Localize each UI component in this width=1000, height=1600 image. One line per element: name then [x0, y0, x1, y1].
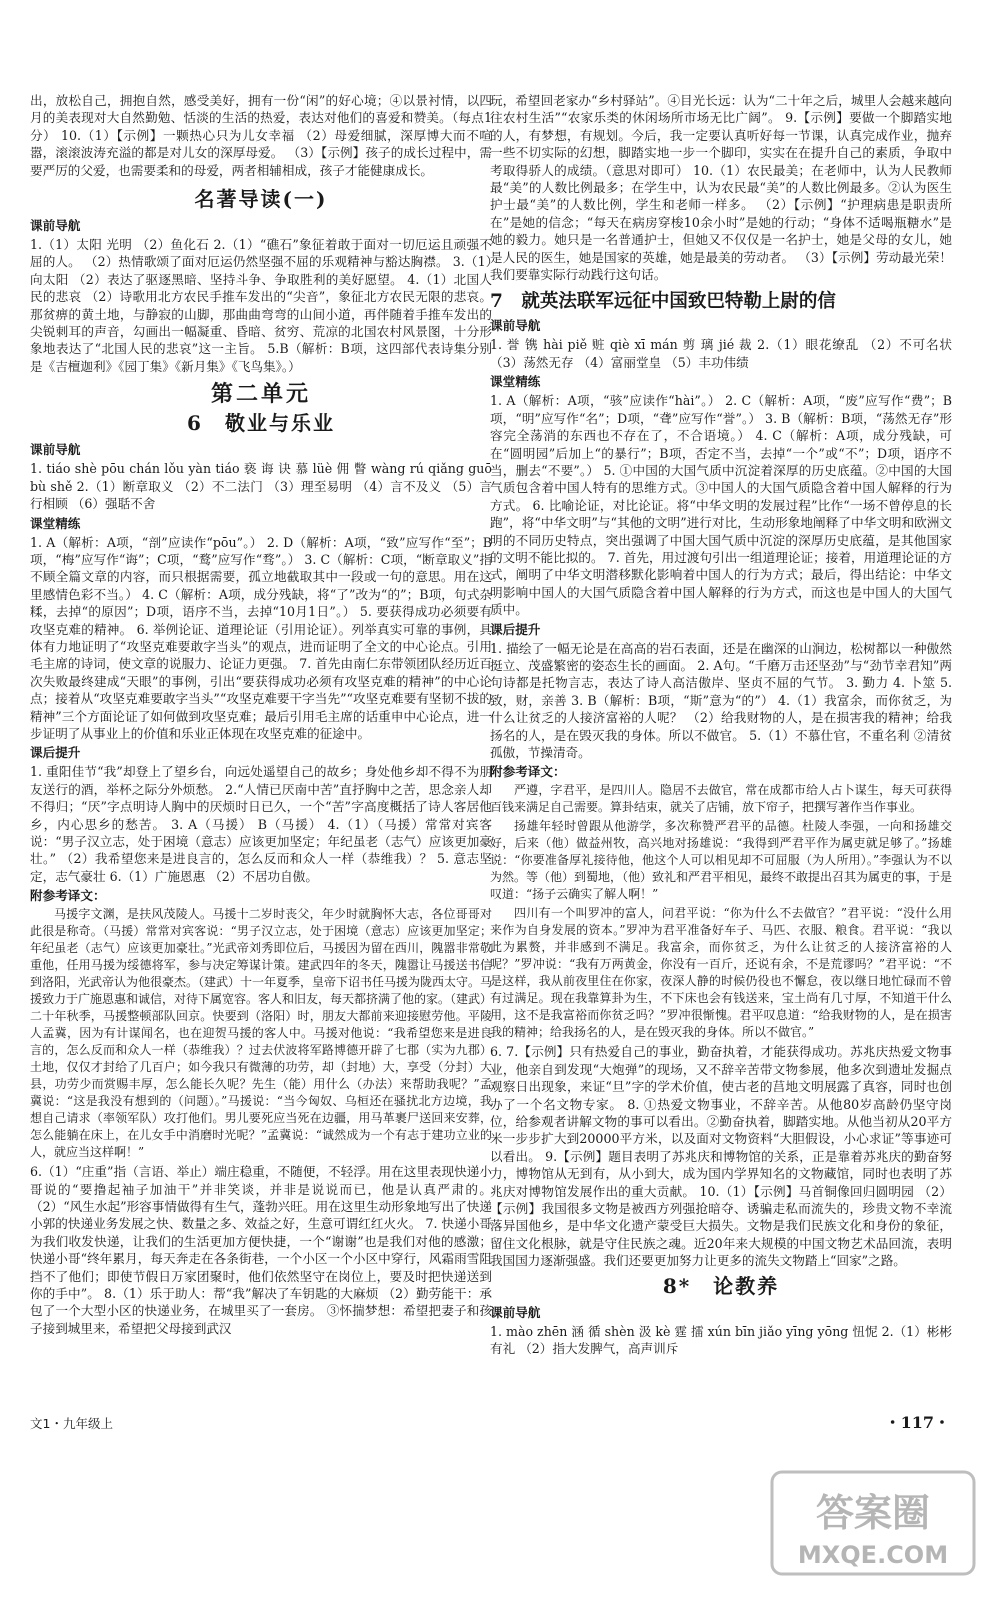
lesson6-more-answers: 6.（1）“庄重”指（言语、举止）端庄稳重，不随便，不轻浮。用在这里表现快递小哥说的“要撸起袖子加油干”并非笑谈，并非是说说而已，他是认真严肃的。 （2）“风生水起”形容事情做得有生气，蓬勃兴旺。用在这里生动形象地写出了快递小郭的快递业务发展之快、数量之多、效益之好，生意可谓红红火火。 7. 快递小哥为我们收发快递，让我们的生活更加方便快捷，一个“谢谢”也是我们对他的感激；快递小哥“终年累月，每天奔走在各条街巷，一个小区一个小区中穿行，风霜雨雪阻挡不了他们；即使节假日万家团聚时，他们依然坚守在岗位上，要及时把快递送到你的手中”。 8.（1）乐于助人：帮“我”解决了车钥匙的大麻烦 （2）勤劳能干：承包了一个大型小区的快递业务，在城里买了一套房。 ③怀揣梦想：希望把妻子和孩子接到城里来，希望把父母接到武汉 [30, 1164, 492, 1336]
lesson6-preview-answers: 1. tiáo shè pōu chán lǒu yàn tiáo 亵 诲 诀 慕 lüè 佣 瞥 wàng rú qiǎng guō bù shě 2.（1）断章取义 （2）不二法门 （3）理至易明 （4）言不及义 （5）言行相顾 （6）强聒不舍 [30, 461, 492, 512]
reference-translation-para-1: 严遵，字君平，是四川人。隐居不去做官，常在成都市给人占卜谋生，每天可获得百钱来满足自己需要。算卦结束，就关了店铺，放下帘子，把撰写著作当作事业。 [490, 783, 952, 815]
lesson7-more-answers: 6. 7.【示例】只有热爱自己的事业，勤奋执着，才能获得成功。苏兆庆热爱文物事业，他亲自到发现“大炮弹”的现场，又不辞辛苦带文物参展，他多次到遗址发掘点观察日出现象，来证“旦”字的学术价值，使古老的莒地文明展露了真容，同时也创办了一个名文物专家。 8. ①热爱文物事业，不辞辛苦。从他80岁高龄仍坚守岗位，给参观者讲解文物的事可以看出。②勤奋执着，脚踏实地。从他当初从20平方米一步步扩大到20000平方米，以及面对文物资料“大胆假设，小心求证”等事迹可以看出。 9.【示例】题目表明了苏兆庆和博物馆的关系，正是靠着苏兆庆的勤奋努力，博物馆从无到有，从小到大，成为国内学界知名的文物藏馆，同时也表明了苏兆庆对博物馆发展作出的重大贡献。 10.（1）【示例】马首铜像回归圆明园 （2）【示例】我国很多文物是被西方列强抢暗夺、诱骗走私而流失的，珍贵文物不幸流落异国他乡，是中华文化遗产蒙受巨大损失。文物是我们民族文化和身份的象征，留住文化根脉，就是守住民族之魂。近20年来大规模的中国文物艺术品回流，表明我国国力逐渐强盛。我们还要更加努力让更多的流失文物踏上“回家”之路。 [490, 1044, 952, 1269]
unit-heading: 第二单元 [210, 381, 311, 408]
lesson-heading-6: 6 敬业与乐业 [187, 411, 335, 436]
page-number: ・117・ [884, 1413, 950, 1432]
lesson7-after-class-answers: 1. 描绘了一幅无论是在高高的岩石表面，还是在幽深的山涧边，松树都以一种傲然挺立、茂盛繁密的姿态生长的画面。 2. A句。“千磨万击还坚劲”与“劲节幸君知”两句诗都是托物言志，表达了诗人高洁傲岸、坚贞不屈的气节。 3. 勤力 4. 卜筮 5. 致，财，亲善 3. B（解析：B项，“斯”意为“的”） 4.（1）我富余，而你贫乏，为什么让贫乏的人接济富裕的人呢？ （2）给我财物的人，是在损害我的精神；给我扬名的人，是在毁灭我的身体。所以不做官。 5.（1）不慕仕官，不重名利 ②清贫孤傲，节操清奇。 [490, 640, 952, 760]
section-heading-classics-reading: 名著导读(一) [194, 187, 328, 212]
subheading-after-class: 课后提升 [490, 621, 541, 637]
subheading-preview: 课前导航 [30, 442, 81, 458]
subheading-preview: 课前导航 [490, 318, 541, 334]
subheading-after-class: 课后提升 [30, 745, 81, 761]
subheading-classroom-practice: 课堂精练 [490, 374, 541, 390]
lesson7-preview-answers: 1. 誉 镌 hài piě 赃 qiè xī mán 剪 璃 jié 裁 2.（1）眼花缭乱 （2）不可名状 （3）荡然无存 （4）富丽堂皇 （5）丰功伟绩 [490, 337, 952, 370]
watermark-url: MXQE.COM [797, 1541, 949, 1569]
lesson-heading-8: 8* 论教养 [662, 1273, 780, 1298]
lesson6-practice-answers: 1. A（解析：A项，“剖”应读作“pōu”。） 2. D（解析：A项，“致”应写作“至”；B项，“梅”应写作“诲”；C项，“鹜”应写作“骛”。） 3. C（解析：C项，“断章取义”指不顾全篇文章的内容，而只根据需要，孤立地截取其中一段或一句的意思。用在这里感情色彩不当。） 4. C（解析：A项，成分残缺，将“了”改为“的”；B项，句式杂糅，去掉“的原因”；D项，语序不当，去掉“10月1日”。） 5. 要获得成功必须要有攻坚克难的精神。 6. 举例论证、道理论证（引用论证）。列举真实可靠的事例，具体有力地证明了“攻坚克难要敢字当头”的观点，进而证明了全文的中心论点。引用毛主席的诗词，使文章的说服力、论证力更强。 7. 首先由南仁东带领团队经历近百次失败最终建成“天眼”的事例，引出“要获得成功必须有攻坚克难的精神”的中心论点；接着从“攻坚克难要敢字当头”“攻坚克难要干字当先”“攻坚克难要有坚韧不拔的精神”三个方面论证了如何做到攻坚克难；最后引用毛主席的话重申中心论点，进一步证明了从事业上的价值和乐业正体现在攻坚克难的征途中。 [30, 534, 492, 741]
reference-translation-para-2: 扬雄年轻时曾跟从他游学，多次称赞严君平的品德。杜陵人李强，一向和扬雄交好，后来（他）做益州牧，高兴地对扬雄说：“我得到严君平作为属吏就足够了。”扬雄说：“你要准备厚礼接待他，他这个人可以相见却不可屈服（为人所用）。”李强认为不以为然。等（他）到蜀地，（他）致礼和严君平相见，最终不敢提出召其为属吏的事，于是叹道：“扬子云确实了解人啊！” [490, 819, 952, 902]
continued-answers: 出，放松自己，拥抱自然，感受美好，拥有一份“闲”的好心境；④以景衬情，以四月的美表现对大自然勤勉、恬淡的生活的热爱，表达对他们的喜爱和赞美。（每点1分） 10.（1）【示例】一颗热心只为儿女幸福 （2）母爱细腻，深厚博大而不喧嚣，滚滚波涛充溢的都是对儿女的深厚母爱。 （3）【示例】孩子的成长过程中，需要严厉的父爱，也需要柔和的母爱，两者相辅相成，孩子才能健康成长。 [30, 93, 492, 178]
lesson-heading-7: 7 就英法联军远征中国致巴特勒上尉的信 [490, 291, 836, 313]
continued-answers: 玩，希望回老家办“乡村驿站”。④目光长远：认为“二十年之后，城里人会越来越向往农村生活”“农家乐类的休闲场所市场无比广阔”。 9.【示例】要做一个脚踏实地的人，有梦想，有规划。今后，我一定要认真听好每一节课，认真完成作业，抛弃一些不切实际的幻想，脚踏实地一步一个脚印，实实在在提升自己的素质，争取中考取得骄人的成绩。（意思对即可） 10.（1）农民最美；在老师中，认为人民教师最“美”的人数比例最多；在学生中，认为农民最“美”的人数比例最多。②认为医生护士最“美”的人数比例，学生和老师一样多。 （2）【示例】“护理病患是职责所在”是她的信念；“每天在病房穿梭10余小时”是她的行动；“身体不适喝瓶糖水”是她的毅力。她只是一名普通护士，但她又不仅仅是一名护士，她是父母的女儿，她是人民的医生，她是国家的英雄，她是最美的劳动者。 （3）【示例】劳动最光荣！我们要靠实际行动践行这句话。 [490, 93, 952, 283]
left-column [30, 92, 492, 1408]
footer-book-label: 文1・九年级上 [30, 1416, 113, 1431]
subheading-reference-translation: 附参考译文： [30, 888, 106, 904]
watermark-brand: 答案圈 [815, 1491, 931, 1535]
classics-answers: 1.（1）太阳 光明 （2）鱼化石 2.（1）“礁石”象征着敢于面对一切厄运且顽强不屈的人。 （2）热情歌颂了面对厄运仍然坚强不屈的乐观精神与豁达胸襟。 3.（1）向太阳 （2）表达了驱逐黑暗、坚持斗争、争取胜利的美好愿望。 4.（1）北国人民的悲哀 （2）诗歌用北方农民手推车发出的“尖音”，象征北方农民无限的悲哀。那贫痹的黄土地，与静寂的山脚，那曲曲弯弯的山间小道，再伴随着手推车发出的尖锐刺耳的声音，勾画出一幅凝重、昏暗、贫穷、荒凉的北国农村风景图，十分形象地表达了“北国人民的悲哀”这一主旨。 5.B（解析：B项，这四部代表诗集分别是《吉檀迦利》《园丁集》《新月集》《飞鸟集》。） [30, 237, 492, 374]
subheading-classroom-practice: 课堂精练 [30, 515, 81, 531]
subheading-preview: 课前导航 [490, 1304, 541, 1320]
watermark-logo [768, 1468, 978, 1578]
lesson7-practice-answers: 1. A（解析：A项，“骇”应读作“hài”。） 2. C（解析：A项，“废”应写作“费”；B项，“明”应写作“名”；D项，“聋”应写作“誉”。） 3. B（解析：B项，“荡然无存”形容完全荡消的东西也不存在了，不合语境。） 4. C（解析：A项，成分残缺，可在“圆明园”后加上“的暴行”；B项，否定不当，去掉“一个”或“不”；D项，语序不当，删去“不要”。） 5. ①中国的大国气质中沉淀着深厚的历史底蕴。②中国的大国气质包含着中国人特有的思维方式。③中国人的大国气质隐含着中国人解释的行为方式。 6. 比喻论证，对比论证。将“中华文明的发展过程”比作“一场不曾停息的长跑”，将“中华文明”与“其他的文明”进行对比，生动形象地阐释了中华文明和欧洲文明的不同历史特点，突出强调了中国大国气质中沉淀的深厚历史底蕴，是其他国家的文明不能比拟的。 7. 首先，用过渡句引出一组道理论证；接着，用道理论证的方式，阐明了中华文明潜移默化影响着中国人的行为方式；最后，得出结论：中华文明影响中国人的大国气质隐含着中国人解释的行为方式，而这也是中国人的大国气质中。 [490, 393, 952, 618]
reference-translation-para-3: 四川有一个叫罗冲的富人，问君平说：“你为什么不去做官？”君平说：“没什么用来作为自身发展的资本。”罗冲为君平准备好车子、马匹、衣服、粮食。君平说：“我以此为累赘，并非感到不满足。我富余，而你贫乏，为什么让贫乏的人接济富裕的人呢？”罗冲说：“我有万两黄金，你没有一百斤，还说有余，不是荒谬吗？”君平说：“不是这样，我从前夜里住在你家，夜深人静的时候仍役也不懈怠，夜以继日地忙碌而不曾有过满足。现在我靠算卦为生，不下床也会有钱送来，宝土尚有几寸厚，不知道干什么用，这不是我富裕而你贫乏吗？”罗冲很惭愧。君平叹息道：“给我财物的人，是在损害我的精神；给我扬名的人，是在毁灭我的身体。所以不做官。” [490, 906, 952, 1040]
lesson6-after-class-answers: 1. 重阳佳节“我”却登上了望乡台，向远处遥望自己的故乡；身处他乡却不得不为朋友送行的酒，举杯之际分外烦愁。 2.“人情已厌南中苦”直抒胸中之苦，思念亲人却不得归；“厌”字点明诗人胸中的厌烦时日已久，一个“苦”字高度概括了诗人客居他乡，内心思乡的愁苦。 3. A（马援） B（马援） 4.（1）（马援）常常对宾客说：“男子汉立志，处于困境（意志）应该更加坚定；年纪虽老（志气）应该更加豪壮。” （2）我希望您来是进良言的，怎么反而和众人一样（恭维我）？ 5. 意志坚定，志气豪壮 6.（1）广施恩惠 （2）不居功自傲。 [30, 764, 492, 884]
reference-translation: 马援字文渊，是扶风茂陵人。马援十二岁时丧父，年少时就胸怀大志，各位哥哥对此很是称奇。（马援）常常对宾客说：“男子汉立志，处于困境（意志）应该更加坚定；年纪虽老（志气）应该更加豪壮。”光武帝刘秀即位后，马援因为留在西川，隗嚣非常敬重他，任用马援为绥德将军，参与决定筹谋计策。建武四年的冬天，隗嚣让马援送书信到洛阳，光武帝认为他很豪杰。（建武）十一年夏季，皇帝下诏书任马援为陇西太守。马援致力于广施恩惠和诚信，对待下属宽容。客人和旧友，每天都挤满了他的家。（建武）二十年秋季，马援整顿部队回京。快要到（洛阳）时，朋友大都前来迎接慰劳他。平陵人孟冀，因为有计谋闻名，也在迎贺马援的客人中。马援对他说：“我希望您来是进良言的，怎么反而和众人一样（恭维我）？过去伏波将军路博德开辟了七郡（实为九郡）土地，仅仅才封给了几百户；如今我只有微薄的功劳，却（封地）大，享受（分封）大县，功劳少而赏赐丰厚，怎么能长久呢？先生（能）用什么（办法）来帮助我呢？”孟冀说：“这是我没有想到的（问题）。”马援说：“当今匈奴、乌桓还在骚扰北方边境，我想自己请求（率领军队）攻打他们。男儿要死应当死在边疆，用马革裹尸送回来安葬，怎么能躺在床上，在儿女手中消磨时光呢？”孟冀说：“诚然成为一个有志于建功立业的人，就应当这样啊！” [30, 907, 492, 1160]
subheading-reference-translation: 附参考译文： [490, 764, 566, 780]
right-column [490, 92, 952, 1408]
subheading-preview: 课前导航 [30, 218, 81, 234]
lesson8-preview-answers: 1. mào zhēn 涵 循 shèn 汲 kè 霆 擂 xún bīn jiǎo yīng yōng 忸怩 2.（1）彬彬有礼 （2）指大发脾气，高声训斥 [490, 1323, 952, 1357]
